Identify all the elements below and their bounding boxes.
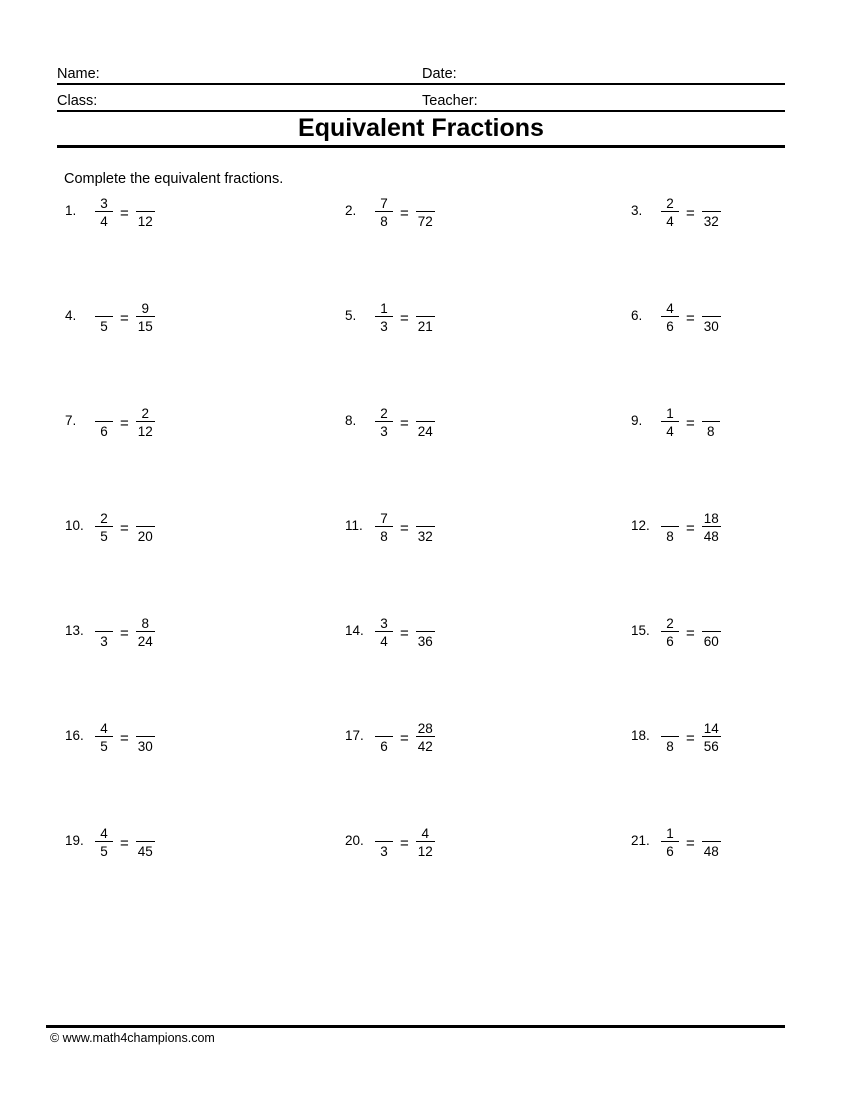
problem-item — [537, 721, 777, 826]
fraction-left — [375, 826, 393, 858]
denominator-left: 6 — [100, 423, 108, 439]
equation — [655, 406, 720, 438]
equals-sign: = — [400, 414, 409, 432]
problem-number: 8. — [345, 413, 357, 428]
denominator-right: 48 — [703, 528, 719, 544]
equation — [369, 616, 435, 648]
fraction-right — [136, 616, 155, 648]
denominator-right: 45 — [137, 843, 153, 859]
fraction-left — [95, 301, 113, 333]
equals-sign: = — [686, 204, 695, 222]
numerator-blank-right[interactable] — [421, 511, 429, 526]
denominator-right: 20 — [137, 528, 153, 544]
problem-item — [537, 511, 777, 616]
problem-row — [57, 616, 785, 721]
equation — [89, 616, 155, 648]
fraction-left — [95, 406, 113, 438]
problem-number: 16. — [65, 728, 84, 743]
denominator-right: 56 — [703, 738, 719, 754]
numerator-left: 4 — [666, 300, 674, 316]
denominator-left: 6 — [666, 633, 674, 649]
fraction-right — [416, 616, 435, 648]
equals-sign: = — [120, 309, 129, 327]
denominator-right: 32 — [703, 213, 719, 229]
problem-item — [297, 826, 537, 931]
equation — [655, 196, 721, 228]
denominator-left: 5 — [100, 318, 108, 334]
denominator-right: 12 — [417, 843, 433, 859]
fraction-left — [375, 196, 393, 228]
numerator-left: 4 — [100, 720, 108, 736]
problem-item — [297, 196, 537, 301]
numerator-right: 2 — [141, 405, 150, 421]
fraction-right — [702, 511, 721, 543]
footer-copyright: © www.math4champions.com — [50, 1031, 215, 1045]
equals-sign: = — [400, 729, 409, 747]
worksheet-header — [57, 58, 785, 112]
denominator-right: 15 — [137, 318, 153, 334]
numerator-left: 1 — [666, 825, 674, 841]
numerator-left: 7 — [380, 195, 388, 211]
problem-item — [537, 406, 777, 511]
equation — [89, 406, 155, 438]
denominator-left: 5 — [100, 738, 108, 754]
problem-number: 10. — [65, 518, 84, 533]
problem-item — [297, 721, 537, 826]
equation — [369, 196, 435, 228]
equals-sign: = — [686, 624, 695, 642]
denominator-right: 24 — [417, 423, 433, 439]
fraction-right — [136, 511, 155, 543]
denominator-left: 4 — [666, 213, 674, 229]
problem-number: 9. — [631, 413, 643, 428]
denominator-right: 21 — [417, 318, 433, 334]
numerator-blank-left[interactable] — [666, 721, 674, 736]
equation — [369, 511, 435, 543]
fraction-left — [95, 196, 113, 228]
equals-sign: = — [686, 834, 695, 852]
numerator-blank-right[interactable] — [707, 826, 715, 841]
problem-item — [57, 511, 297, 616]
denominator-left: 3 — [380, 318, 388, 334]
fraction-left — [95, 721, 113, 753]
equals-sign: = — [400, 624, 409, 642]
fraction-right — [416, 196, 435, 228]
fraction-left — [661, 826, 679, 858]
numerator-left: 3 — [380, 615, 388, 631]
numerator-right: 4 — [421, 825, 430, 841]
equals-sign: = — [686, 519, 695, 537]
equation — [655, 826, 721, 858]
fraction-right — [702, 616, 721, 648]
problem-number: 13. — [65, 623, 84, 638]
fraction-left — [661, 301, 679, 333]
numerator-blank-right[interactable] — [707, 196, 715, 211]
equals-sign: = — [120, 414, 129, 432]
equation — [369, 721, 435, 753]
fraction-left — [661, 196, 679, 228]
problem-item — [537, 616, 777, 721]
problem-row — [57, 406, 785, 511]
denominator-right: 8 — [707, 423, 715, 439]
header-row-name-date — [57, 58, 785, 85]
fraction-right — [702, 826, 721, 858]
numerator-blank-right[interactable] — [141, 721, 149, 736]
fraction-left — [375, 301, 393, 333]
problem-item — [297, 511, 537, 616]
problem-number: 1. — [65, 203, 77, 218]
fraction-right — [702, 301, 721, 333]
date-label: Date: — [422, 65, 457, 82]
fraction-right — [702, 721, 721, 753]
problem-number: 5. — [345, 308, 357, 323]
equals-sign: = — [686, 414, 695, 432]
problem-number: 11. — [345, 518, 363, 533]
equation — [655, 301, 721, 333]
equals-sign: = — [686, 729, 695, 747]
equals-sign: = — [400, 834, 409, 852]
problem-item — [57, 301, 297, 406]
fraction-left — [661, 721, 679, 753]
problem-item — [57, 406, 297, 511]
fraction-right — [416, 826, 435, 858]
problem-number: 21. — [631, 833, 650, 848]
problem-number: 17. — [345, 728, 364, 743]
numerator-left: 2 — [666, 615, 674, 631]
numerator-right: 8 — [141, 615, 150, 631]
numerator-blank-right[interactable] — [141, 196, 149, 211]
denominator-right: 24 — [137, 633, 153, 649]
denominator-left: 3 — [380, 423, 388, 439]
page-title: Equivalent Fractions — [298, 114, 544, 142]
numerator-left: 7 — [380, 510, 388, 526]
name-label: Name: — [57, 65, 100, 82]
problem-row — [57, 511, 785, 616]
denominator-left: 8 — [666, 738, 674, 754]
denominator-left: 4 — [666, 423, 674, 439]
problem-number: 19. — [65, 833, 84, 848]
problem-row — [57, 721, 785, 826]
denominator-left: 3 — [100, 633, 108, 649]
denominator-left: 8 — [380, 528, 388, 544]
denominator-right: 60 — [703, 633, 719, 649]
problem-item — [537, 301, 777, 406]
teacher-label: Teacher: — [422, 92, 478, 109]
problem-number: 20. — [345, 833, 364, 848]
equals-sign: = — [120, 624, 129, 642]
equals-sign: = — [400, 309, 409, 327]
problem-item — [297, 406, 537, 511]
fraction-left — [95, 616, 113, 648]
numerator-blank-left[interactable] — [380, 721, 388, 736]
denominator-right: 12 — [137, 213, 153, 229]
fraction-left — [661, 511, 679, 543]
equals-sign: = — [120, 834, 129, 852]
denominator-left: 6 — [666, 318, 674, 334]
problem-row — [57, 301, 785, 406]
fraction-left — [375, 616, 393, 648]
fraction-right — [136, 196, 155, 228]
numerator-blank-left[interactable] — [666, 511, 674, 526]
numerator-right: 14 — [703, 720, 719, 736]
fraction-left — [661, 406, 679, 438]
fraction-right — [702, 196, 721, 228]
problem-row — [57, 196, 785, 301]
numerator-left: 1 — [666, 405, 674, 421]
numerator-blank-left[interactable] — [380, 826, 388, 841]
numerator-left: 2 — [100, 510, 108, 526]
fraction-left — [661, 616, 679, 648]
problem-item — [57, 721, 297, 826]
equation — [655, 511, 721, 543]
fraction-right — [136, 826, 155, 858]
problem-item — [57, 616, 297, 721]
equation — [89, 301, 155, 333]
fraction-right — [702, 406, 720, 438]
denominator-left: 6 — [666, 843, 674, 859]
denominator-right: 72 — [417, 213, 433, 229]
numerator-right: 18 — [703, 510, 719, 526]
denominator-left: 6 — [380, 738, 388, 754]
fraction-right — [416, 721, 435, 753]
equals-sign: = — [120, 729, 129, 747]
numerator-blank-right[interactable] — [141, 511, 149, 526]
equals-sign: = — [120, 519, 129, 537]
fraction-left — [375, 511, 393, 543]
numerator-blank-left[interactable] — [100, 301, 108, 316]
numerator-blank-right[interactable] — [421, 406, 429, 421]
problem-number: 15. — [631, 623, 650, 638]
problem-number: 14. — [345, 623, 364, 638]
numerator-right: 28 — [417, 720, 433, 736]
equation — [655, 721, 721, 753]
numerator-blank-right[interactable] — [707, 301, 715, 316]
equation — [369, 301, 435, 333]
problem-item — [57, 826, 297, 931]
problem-item — [57, 196, 297, 301]
denominator-right: 30 — [137, 738, 153, 754]
fraction-left — [375, 406, 393, 438]
denominator-right: 36 — [417, 633, 433, 649]
fraction-right — [136, 301, 155, 333]
numerator-blank-right[interactable] — [421, 301, 429, 316]
equals-sign: = — [120, 204, 129, 222]
denominator-left: 4 — [380, 633, 388, 649]
numerator-blank-right[interactable] — [421, 616, 429, 631]
equation — [655, 616, 721, 648]
numerator-blank-right[interactable] — [421, 196, 429, 211]
header-row-class-teacher — [57, 85, 785, 112]
fraction-left — [95, 511, 113, 543]
problem-grid — [57, 196, 785, 931]
denominator-right: 42 — [417, 738, 433, 754]
problem-number: 3. — [631, 203, 643, 218]
denominator-left: 5 — [100, 843, 108, 859]
numerator-left: 2 — [666, 195, 674, 211]
numerator-blank-right[interactable] — [707, 616, 715, 631]
problem-number: 7. — [65, 413, 77, 428]
problem-number: 6. — [631, 308, 643, 323]
problem-number: 18. — [631, 728, 650, 743]
fraction-right — [136, 406, 155, 438]
fraction-right — [416, 301, 435, 333]
numerator-blank-left[interactable] — [100, 406, 108, 421]
equals-sign: = — [686, 309, 695, 327]
fraction-right — [136, 721, 155, 753]
numerator-blank-right[interactable] — [141, 826, 149, 841]
fraction-right — [416, 511, 435, 543]
problem-item — [537, 826, 777, 931]
instruction-text: Complete the equivalent fractions. — [64, 171, 284, 187]
equation — [89, 826, 155, 858]
equation — [369, 826, 435, 858]
denominator-left: 5 — [100, 528, 108, 544]
problem-number: 2. — [345, 203, 357, 218]
numerator-left: 1 — [380, 300, 388, 316]
equation — [89, 721, 155, 753]
problem-item — [297, 616, 537, 721]
numerator-blank-left[interactable] — [100, 616, 108, 631]
denominator-right: 32 — [417, 528, 433, 544]
denominator-left: 4 — [100, 213, 108, 229]
equation — [89, 511, 155, 543]
numerator-blank-right[interactable] — [707, 406, 715, 421]
fraction-left — [375, 721, 393, 753]
class-label: Class: — [57, 92, 98, 109]
numerator-right: 9 — [141, 300, 150, 316]
equals-sign: = — [400, 204, 409, 222]
problem-item — [537, 196, 777, 301]
problem-number: 12. — [631, 518, 650, 533]
fraction-right — [416, 406, 435, 438]
denominator-right: 12 — [137, 423, 153, 439]
denominator-left: 8 — [380, 213, 388, 229]
numerator-left: 3 — [100, 195, 108, 211]
denominator-left: 3 — [380, 843, 388, 859]
numerator-left: 4 — [100, 825, 108, 841]
fraction-left — [95, 826, 113, 858]
equation — [369, 406, 435, 438]
denominator-left: 8 — [666, 528, 674, 544]
title-container — [57, 115, 785, 148]
equation — [89, 196, 155, 228]
problem-item — [297, 301, 537, 406]
equals-sign: = — [400, 519, 409, 537]
numerator-left: 2 — [380, 405, 388, 421]
problem-number: 4. — [65, 308, 77, 323]
denominator-right: 30 — [703, 318, 719, 334]
problem-row — [57, 826, 785, 931]
footer-divider — [46, 1025, 785, 1028]
denominator-right: 48 — [703, 843, 719, 859]
